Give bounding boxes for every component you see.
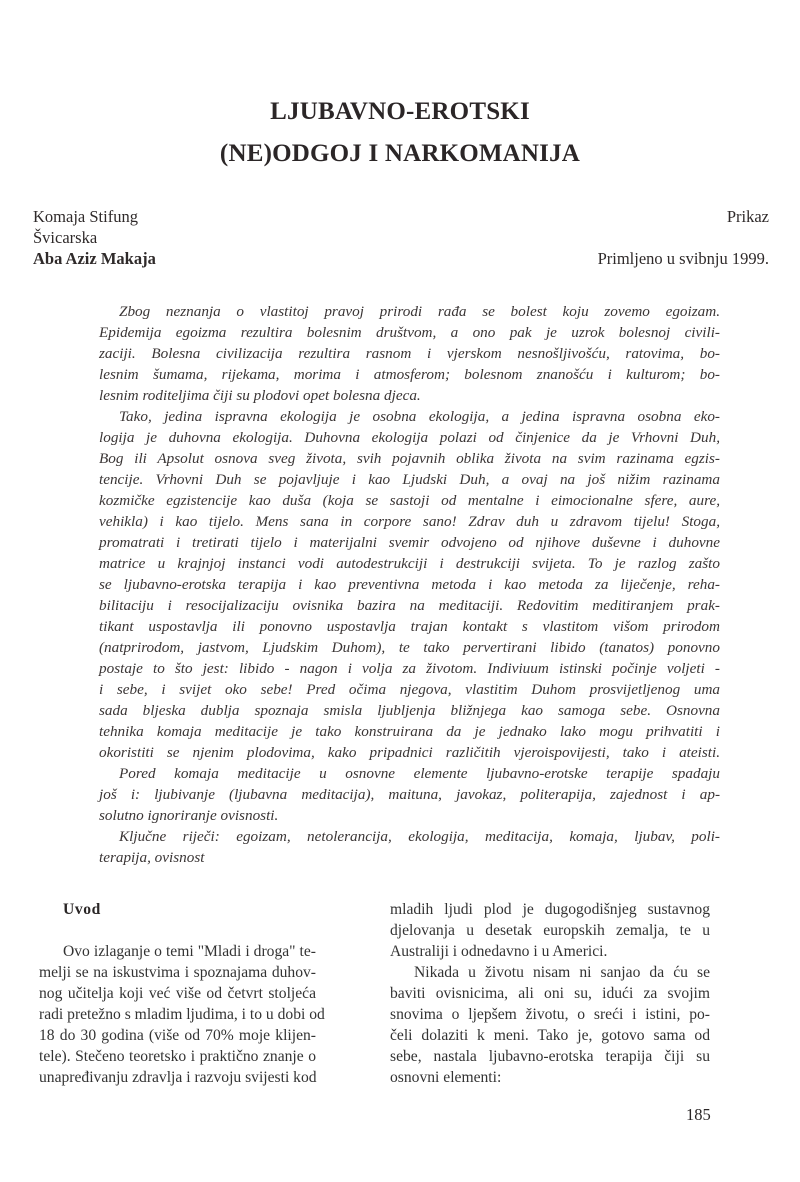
body-line: osnovni elementi: — [390, 1069, 502, 1086]
abstract-line: tehnika komaja meditacije je tako konstruirana da je jednako lako mogu prihvatiti i — [99, 723, 720, 740]
keywords-line: Ključne riječi: egoizam, netolerancija, ekologija, meditacija, komaja, ljubav, poli- — [119, 828, 720, 845]
body-line: 18 do 30 godina (više od 70% moje klijen- — [39, 1027, 316, 1044]
body-line: unapređivanju zdravlja i razvoju svijesti kod — [39, 1069, 317, 1086]
author-name: Aba Aziz Makaja — [33, 249, 156, 268]
abstract-line: zaciji. Bolesna civilizacija rezultira rasnom i vjerskom nesnošljivošću, ratovima, bo- — [99, 345, 720, 362]
abstract-line: tencije. Vrhovni Duh se pojavljuje i kao Ljudski Duh, a ovaj na još nižim razinama — [99, 471, 720, 488]
abstract-line: Zbog neznanja o vlastitoj pravoj prirodi rađa se bolest koju zovemo egoizam. — [119, 303, 720, 320]
abstract-line: sada bljeska dublja spoznaja smisla ljubljenja bližnjega kao samoga sebe. Osnovna — [99, 702, 720, 719]
abstract-line: Pored komaja meditacije u osnovne elemente ljubavno-erotske terapije spadaju — [119, 765, 720, 782]
abstract-line: lesnim roditeljima čiji su plodovi opet bolesna djeca. — [99, 387, 421, 404]
abstract-line: matrice u krajnjoj instanci vodi autodestrukciji i destrukciji svijeta. To je razlog zašto — [99, 555, 720, 572]
abstract-line: bilitaciju i resocijalizaciju ovisnika bazira na meditaciji. Redovitim meditiranjem prak- — [99, 597, 720, 614]
abstract-line: promatrati i tretirati tijelo i materijalni svemir odvojeno od njihove duševne i duhovne — [99, 534, 720, 551]
body-line: mladih ljudi plod je dugogodišnjeg sustavnog — [390, 901, 710, 918]
body-line: melji se na iskustvima i spoznajama duhov- — [39, 964, 316, 981]
country: Švicarska — [33, 228, 98, 247]
abstract-line: tikant uspostavlja ili ponovno uspostavlja trajan kontakt s vlastitom višom prirodom — [99, 618, 720, 635]
body-line: djelovanja u desetak europskih zemalja, te u — [390, 922, 710, 939]
body-line: snovima o ljepšem životu, o sreći i istini, po- — [390, 1006, 710, 1023]
abstract-line: okoristiti se njenim plodovima, kako pripadnici različitih vjeroispovijesti, tako i ateisti. — [99, 744, 720, 761]
body-line: sebe, nastala ljubavno-erotska terapija čiji su — [390, 1048, 710, 1065]
page-number: 185 — [686, 1105, 711, 1124]
body-line: Australiji i odnedavno i u Americi. — [390, 943, 608, 960]
keywords-line: terapija, ovisnost — [99, 849, 205, 866]
body-line: Ovo izlaganje o temi "Mladi i droga" te- — [63, 943, 316, 960]
abstract-line: još i: ljubivanje (ljubavna meditacija), maituna, javokaz, politerapija, zajednost i ap- — [99, 786, 720, 803]
abstract-line: (natprirodom, jastvom, Ljudskim Duhom), te tako pervertirani libido (tanatos) ponovno — [99, 639, 720, 656]
received-date: Primljeno u svibnju 1999. — [597, 249, 769, 268]
body-line: čeli dolaziti k meni. Tako je, gotovo sama od — [390, 1027, 710, 1044]
abstract-line: vehikla) i kao tijelo. Mens sana in corpore sano! Zdrav duh u zdravom tijelu! Stoga, — [99, 513, 720, 530]
body-line: Nikada u životu nisam ni sanjao da ću se — [414, 964, 710, 981]
abstract-line: i sebe, i svijet oko sebe! Pred očima njegova, vlastitim Duhom prosvijetljenog uma — [99, 681, 720, 698]
abstract-line: logija je duhovna ekologija. Duhovna ekologija polazi od činjenice da je Vrhovni Duh, — [99, 429, 720, 446]
body-line: nog učitelja koji već više od četvrt stoljeća — [39, 985, 316, 1002]
abstract-line: Tako, jedina ispravna ekologija je osobna ekologija, a jedina ispravna osobna eko- — [119, 408, 720, 425]
affiliation: Komaja Stifung — [33, 207, 138, 226]
body-line: radi pretežno s mladim ljudima, i to u dobi od — [39, 1006, 325, 1023]
article-title-line-1: LJUBAVNO-EROTSKI — [270, 98, 530, 125]
abstract-line: lesnim šumama, rijekama, morima i atmosferom; bolesnom znanošću i kulturom; bo- — [99, 366, 720, 383]
section-heading-uvod: Uvod — [63, 901, 101, 918]
body-line: baviti ovisnicima, ali oni su, idući za svojim — [390, 985, 710, 1002]
abstract-line: postaje to što jest: libido - nagon i volja za životom. Indiviuum istinski počinje voljeti - — [99, 660, 720, 677]
body-line: tele). Stečeno teoretsko i praktično znanje o — [39, 1048, 316, 1065]
abstract-line: Bog ili Apsolut osnova sveg života, svih pojavnih oblika života na svim razinama egzis- — [99, 450, 720, 467]
article-type: Prikaz — [726, 207, 769, 226]
abstract-line: se ljubavno-erotska terapija i kao preventivna metoda i kao metoda za liječenje, reha- — [99, 576, 720, 593]
abstract-line: Epidemija egoizma rezultira bolesnim društvom, a ono pak je uzrok bolesnoj civili- — [99, 324, 720, 341]
abstract-line: kozmičke egzistencije kao duša (koja se sastoji od mentalne i eimocionalne sfere, aure, — [99, 492, 720, 509]
article-title-line-2: (NE)ODGOJ I NARKOMANIJA — [219, 140, 581, 167]
abstract-line: solutno ignoriranje ovisnosti. — [99, 807, 279, 824]
